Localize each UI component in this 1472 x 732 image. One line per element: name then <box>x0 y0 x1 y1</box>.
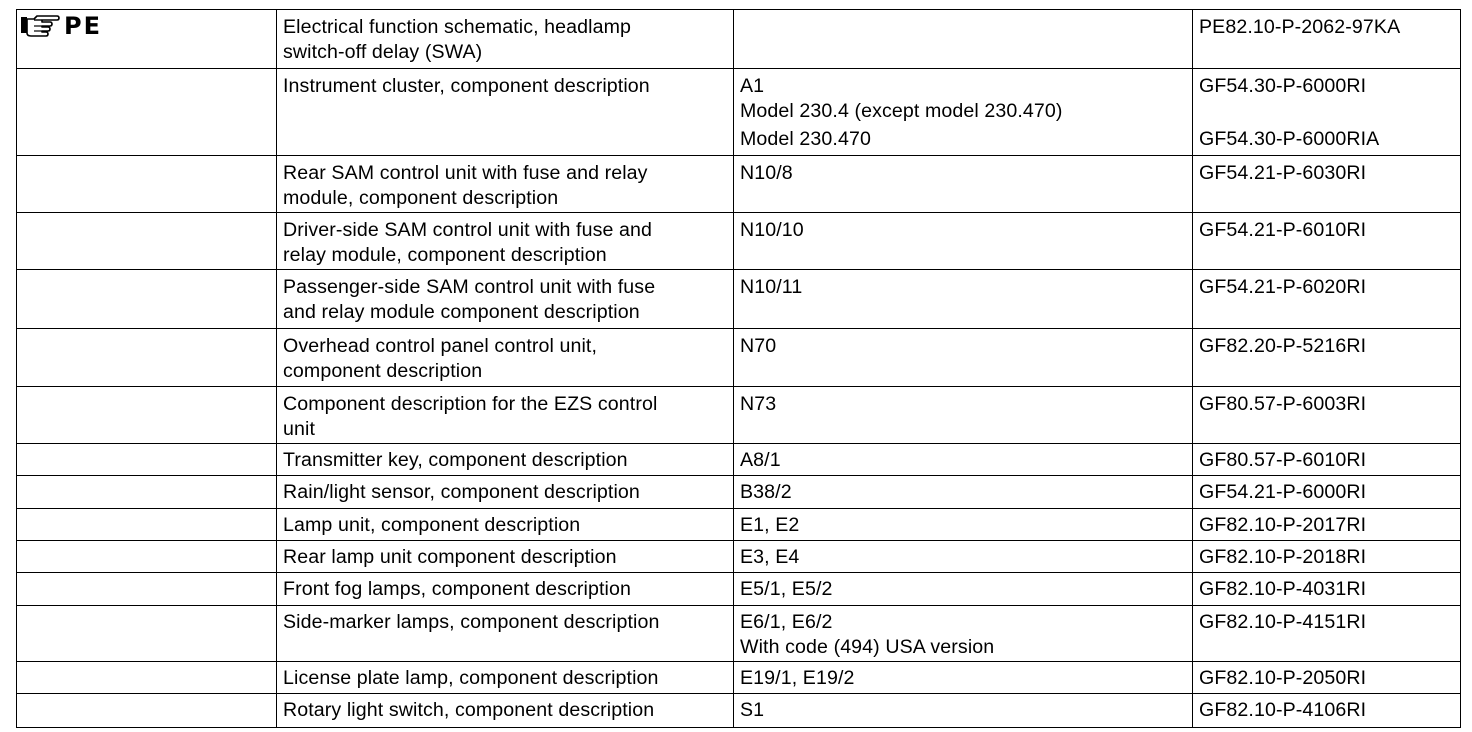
document-id: GF54.21-P-6010RI <box>1199 219 1367 241</box>
description-line: unit <box>283 418 315 440</box>
document-cell <box>1193 156 1461 213</box>
description-line: License plate lamp, component description <box>283 667 659 689</box>
description-cell <box>277 573 734 606</box>
component-id: N73 <box>740 393 777 415</box>
pointing-hand-icon <box>20 13 60 39</box>
marker-cell <box>17 606 277 662</box>
description-line: Rain/light sensor, component description <box>283 481 640 503</box>
description-line: Rear SAM control unit with fuse and relay <box>283 162 648 184</box>
component-cell <box>734 69 1193 156</box>
component-cell <box>734 573 1193 606</box>
description-line: Lamp unit, component description <box>283 514 581 536</box>
description-line: Passenger-side SAM control unit with fuse <box>283 276 656 298</box>
component-id: N10/10 <box>740 219 804 241</box>
pe-label: PE <box>64 12 102 40</box>
document-id: GF80.57-P-6010RI <box>1199 449 1367 471</box>
component-cell <box>734 662 1193 694</box>
marker-cell <box>17 270 277 329</box>
document-cell <box>1193 573 1461 606</box>
description-line: Transmitter key, component description <box>283 449 628 471</box>
description-cell <box>277 10 734 69</box>
description-line: Electrical function schematic, headlamp <box>283 16 632 38</box>
pe-marker <box>20 13 270 39</box>
table-row <box>17 213 1461 270</box>
document-cell <box>1193 387 1461 444</box>
document-cell <box>1193 444 1461 476</box>
description-cell <box>277 662 734 694</box>
marker-cell <box>17 213 277 270</box>
description-cell <box>277 541 734 573</box>
table-row <box>17 509 1461 541</box>
reference-table <box>16 9 1461 728</box>
component-note: Model 230.4 (except model 230.470) <box>740 100 1063 122</box>
document-id: GF54.30-P-6000RI <box>1199 75 1367 97</box>
marker-cell <box>17 476 277 509</box>
component-id: E19/1, E19/2 <box>740 667 855 689</box>
document-cell <box>1193 476 1461 509</box>
description-line: switch-off delay (SWA) <box>283 41 483 63</box>
document-id: GF54.21-P-6020RI <box>1199 276 1367 298</box>
description-cell <box>277 156 734 213</box>
marker-cell <box>17 444 277 476</box>
table-row <box>17 476 1461 509</box>
document-id: GF82.10-P-2050RI <box>1199 667 1367 689</box>
component-id: E3, E4 <box>740 546 800 568</box>
document-cell <box>1193 541 1461 573</box>
component-id: N10/8 <box>740 162 793 184</box>
marker-cell <box>17 387 277 444</box>
component-cell <box>734 694 1193 728</box>
component-cell <box>734 213 1193 270</box>
document-id: GF82.20-P-5216RI <box>1199 335 1367 357</box>
description-line: Front fog lamps, component description <box>283 578 631 600</box>
description-line: Driver-side SAM control unit with fuse and <box>283 219 653 241</box>
component-cell <box>734 444 1193 476</box>
description-cell <box>277 476 734 509</box>
component-id: N70 <box>740 335 777 357</box>
marker-cell <box>17 694 277 728</box>
component-cell <box>734 10 1193 69</box>
document-id: GF82.10-P-2017RI <box>1199 514 1367 536</box>
component-cell <box>734 541 1193 573</box>
table-row <box>17 329 1461 387</box>
marker-cell <box>17 156 277 213</box>
description-line: Overhead control panel control unit, <box>283 335 598 357</box>
table-row <box>17 156 1461 213</box>
marker-cell <box>17 10 277 69</box>
description-cell <box>277 270 734 329</box>
table-row <box>17 573 1461 606</box>
description-line: Side-marker lamps, component description <box>283 611 660 633</box>
marker-cell <box>17 329 277 387</box>
document-cell <box>1193 270 1461 329</box>
description-line: Instrument cluster, component description <box>283 75 650 97</box>
description-cell <box>277 213 734 270</box>
table-row <box>17 270 1461 329</box>
marker-cell <box>17 573 277 606</box>
component-note: With code (494) USA version <box>740 636 995 658</box>
description-cell <box>277 69 734 156</box>
description-cell <box>277 606 734 662</box>
component-cell <box>734 606 1193 662</box>
table-row <box>17 444 1461 476</box>
document-id: GF82.10-P-4151RI <box>1199 611 1367 633</box>
description-cell <box>277 694 734 728</box>
document-cell <box>1193 10 1461 69</box>
document-cell <box>1193 213 1461 270</box>
table-row <box>17 387 1461 444</box>
document-id: GF54.30-P-6000RIA <box>1199 128 1380 150</box>
component-id: E5/1, E5/2 <box>740 578 833 600</box>
document-cell <box>1193 606 1461 662</box>
component-cell <box>734 156 1193 213</box>
document-id: GF80.57-P-6003RI <box>1199 393 1367 415</box>
table-row <box>17 606 1461 662</box>
component-cell <box>734 387 1193 444</box>
marker-cell <box>17 509 277 541</box>
document-cell <box>1193 694 1461 728</box>
table-row <box>17 694 1461 728</box>
component-id: N10/11 <box>740 276 803 298</box>
component-cell <box>734 509 1193 541</box>
description-cell <box>277 444 734 476</box>
description-line: Rotary light switch, component description <box>283 699 655 721</box>
description-cell <box>277 329 734 387</box>
document-cell <box>1193 662 1461 694</box>
component-cell <box>734 270 1193 329</box>
component-id: A8/1 <box>740 449 781 471</box>
marker-cell <box>17 541 277 573</box>
description-cell <box>277 387 734 444</box>
document-id: GF82.10-P-2018RI <box>1199 546 1367 568</box>
description-line: relay module, component description <box>283 244 607 266</box>
document-id: PE82.10-P-2062-97KA <box>1199 16 1401 38</box>
description-line: and relay module component description <box>283 301 640 323</box>
document-id: GF54.21-P-6000RI <box>1199 481 1367 503</box>
document-cell <box>1193 69 1461 156</box>
table-row <box>17 662 1461 694</box>
document-cell <box>1193 329 1461 387</box>
component-cell <box>734 476 1193 509</box>
component-id: E1, E2 <box>740 514 800 536</box>
component-id: E6/1, E6/2 <box>740 611 833 633</box>
description-line: component description <box>283 360 483 382</box>
marker-cell <box>17 662 277 694</box>
table-row <box>17 541 1461 573</box>
description-line: Component description for the EZS control <box>283 393 658 415</box>
component-id: A1 <box>740 75 765 97</box>
component-cell <box>734 329 1193 387</box>
document-cell <box>1193 509 1461 541</box>
document-id-spacer <box>1199 99 1454 124</box>
description-line: Rear lamp unit component description <box>283 546 617 568</box>
component-id: B38/2 <box>740 481 792 503</box>
component-note: Model 230.470 <box>740 128 871 150</box>
table-row <box>17 69 1461 156</box>
document-id: GF82.10-P-4106RI <box>1199 699 1367 721</box>
description-cell <box>277 509 734 541</box>
document-id: GF54.21-P-6030RI <box>1199 162 1367 184</box>
description-line: module, component description <box>283 187 559 209</box>
table-row <box>17 10 1461 69</box>
marker-cell <box>17 69 277 156</box>
component-id: S1 <box>740 699 765 721</box>
document-id: GF82.10-P-4031RI <box>1199 578 1367 600</box>
